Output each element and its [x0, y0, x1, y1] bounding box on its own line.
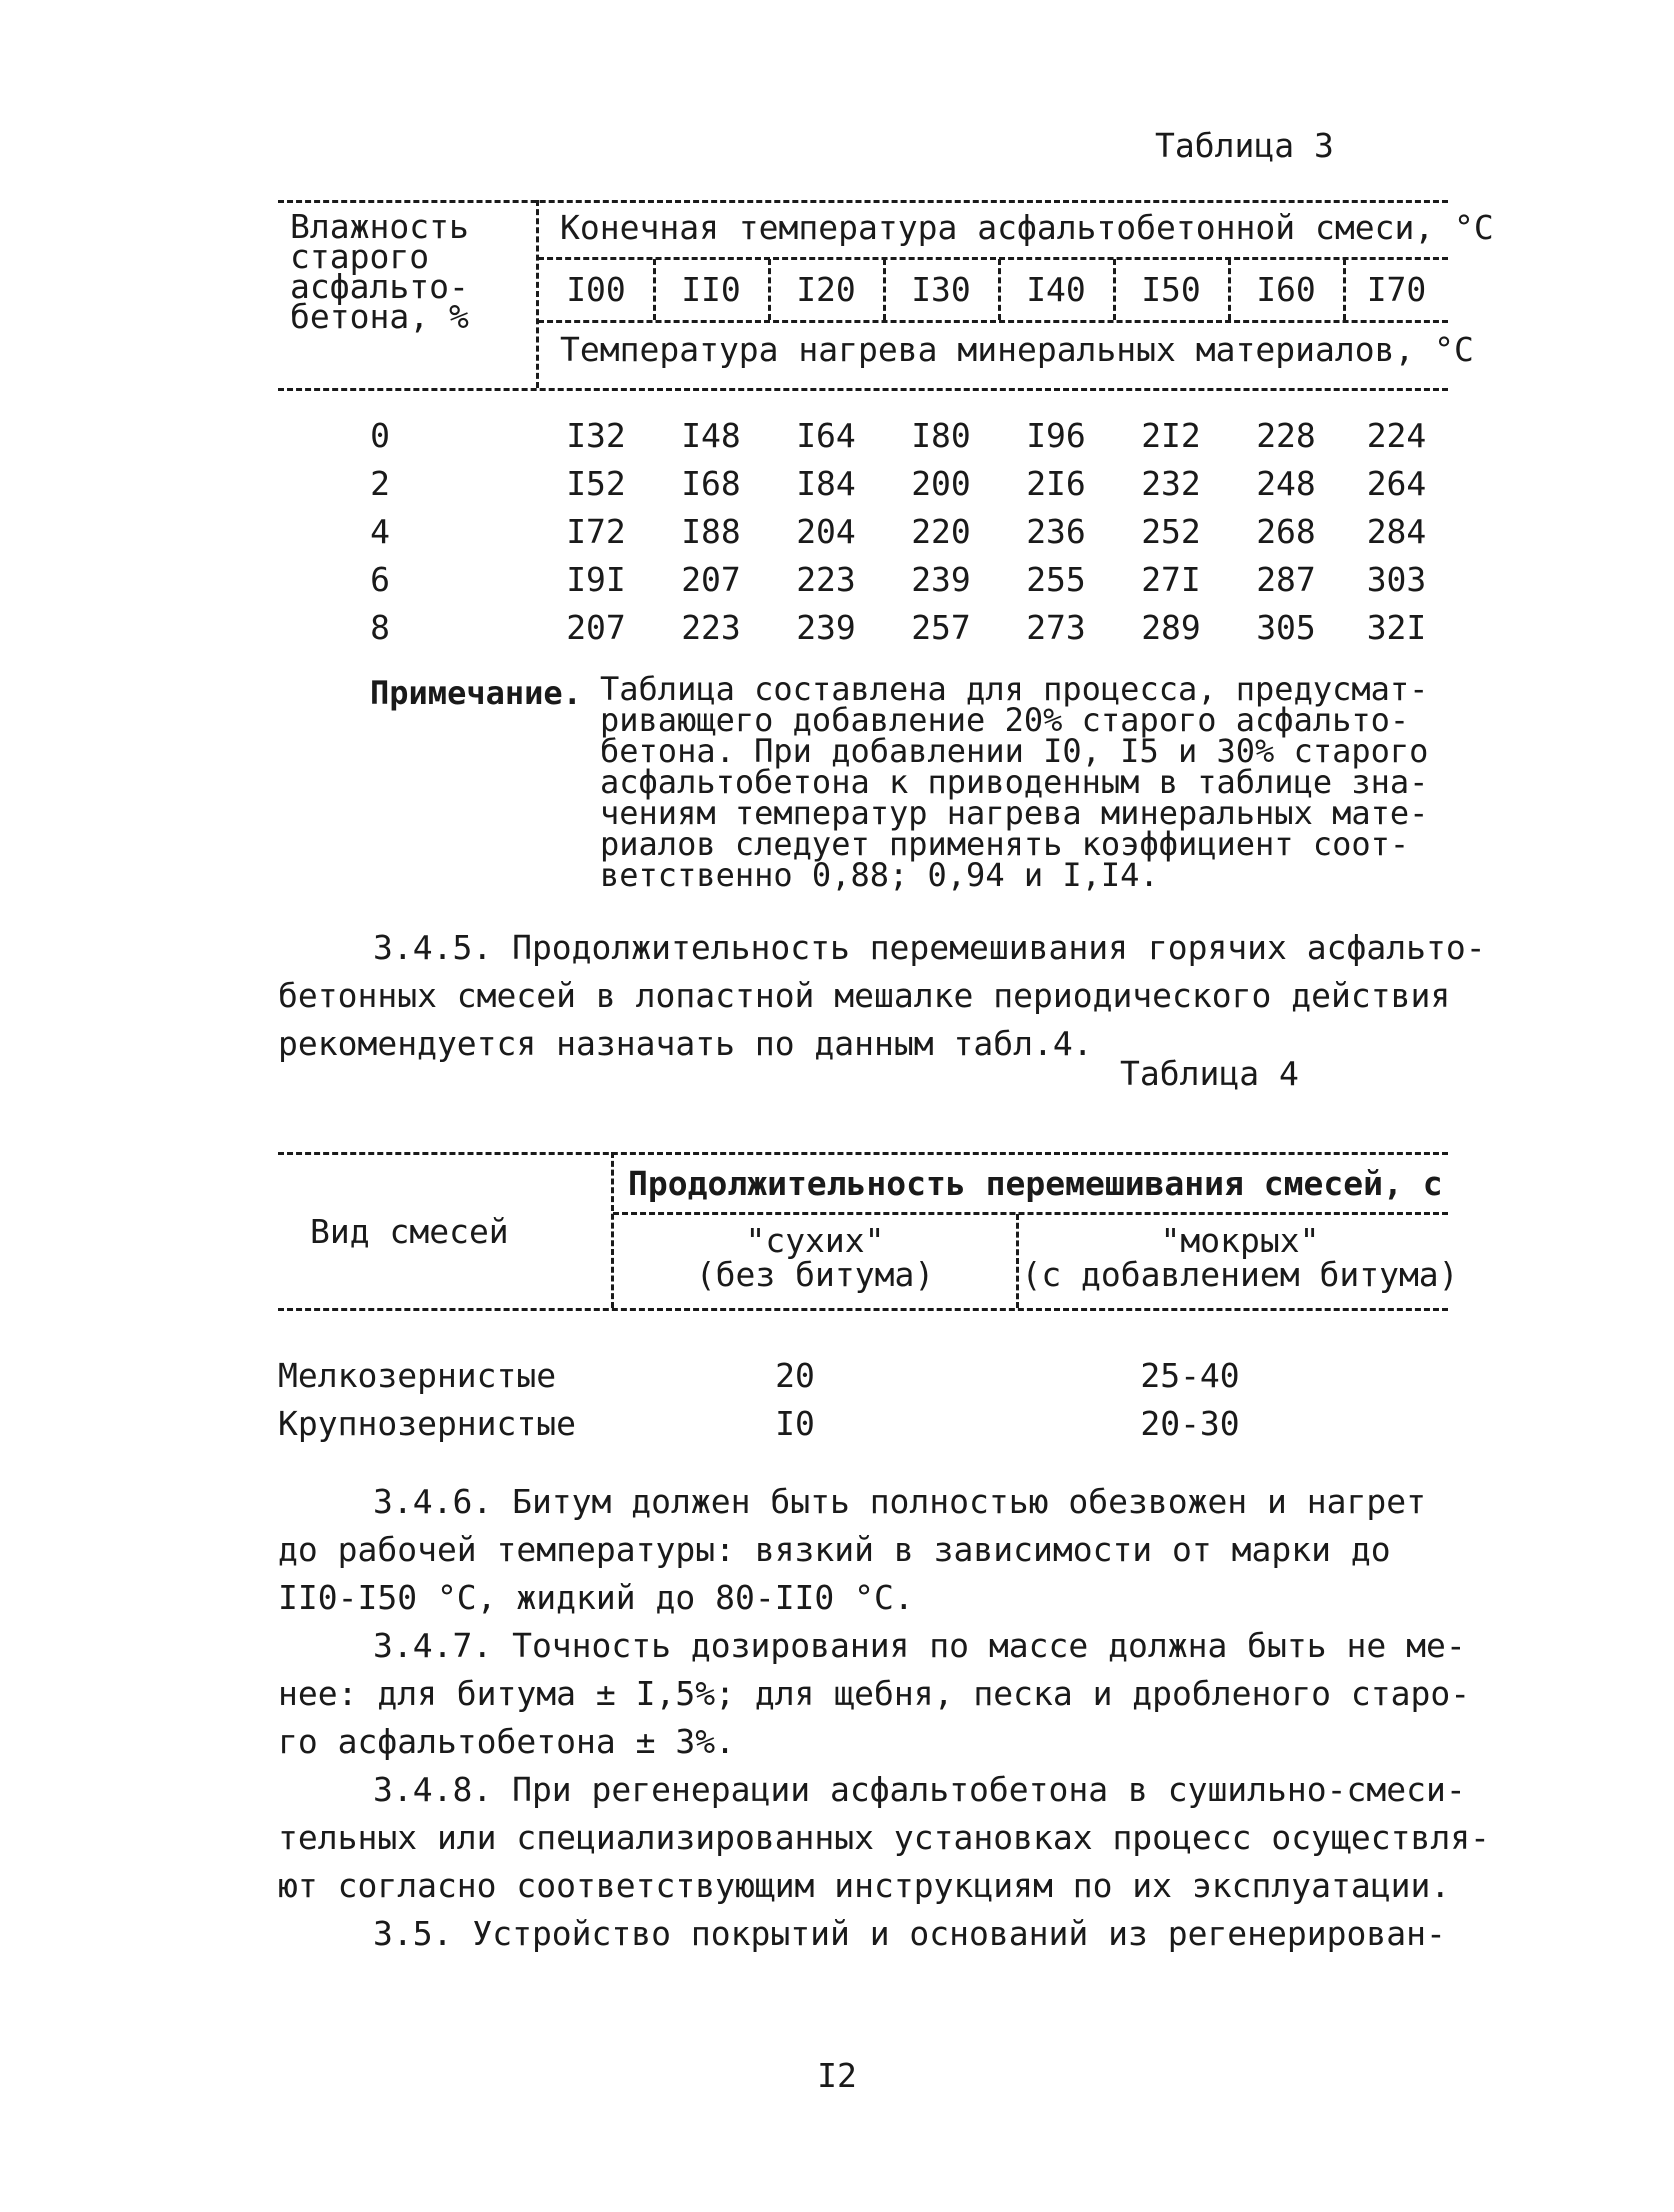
- table3-top-header: Конечная температура асфальтобетонной смеси, °С: [560, 208, 1494, 247]
- table4-header-rule: [613, 1212, 1448, 1215]
- page-number: I2: [817, 2056, 857, 2095]
- table4-header-bottom-rule: [278, 1308, 1448, 1311]
- table3-header-bottom-rule: [278, 388, 1448, 391]
- table3-col-header: I40: [1026, 270, 1086, 309]
- table4-top-header: Продолжительность перемешивания смесей, с: [628, 1164, 1443, 1203]
- table3-note-label: Примечание.: [370, 674, 582, 712]
- table3-col-header: II0: [681, 270, 741, 309]
- paragraph-3-4-6: 3.4.6. Битум должен быть полностью обезвожен и нагрет до рабочей температуры: вязкий в зависимости от марки до II0-I50 °С, жидкий до 80-II0 °С.: [278, 1482, 1426, 1617]
- table3-col-header: I00: [566, 270, 626, 309]
- table4-row-header: Вид смесей: [310, 1212, 509, 1251]
- table3-col-header: I70: [1366, 270, 1427, 309]
- table4-col-divider: [1016, 1214, 1019, 1308]
- paragraph-3-4-8: 3.4.8. При регенерации асфальтобетона в сушильно-смеси- тельных или специализированных установках процесс осуществля- ют согласно соответствующим инструкциям по их эксплуатации.: [278, 1770, 1490, 1905]
- table3-col-header: I20: [796, 270, 856, 309]
- table3-col-header: I50: [1141, 270, 1201, 309]
- table3-col-header: I30: [911, 270, 971, 309]
- table4-stub-divider: [611, 1152, 614, 1308]
- paragraph-3-4-7: 3.4.7. Точность дозирования по массе должна быть не ме- нее: для битума ± I,5%; для щебня, песка и дробленого старо- го асфальтобетона ± 3%.: [278, 1626, 1471, 1761]
- paragraph-3-4-5: 3.4.5. Продолжительность перемешивания горячих асфальто- бетонных смесей в лопастной мешалке периодического действия рекомендуется назначать по данным табл.4.: [278, 928, 1486, 1063]
- table3-note: Таблица составлена для процесса, предусмат- ривающего добавление 20% старого асфальто- бетона. При добавлении I0, I5 и 30% старого асфальтобетона к приводенным в таблице зна- чениям температур нагрева минеральных мате- риалов следует применять коэффициент соот- ветственно 0,88; 0,94 и I,I4.: [600, 670, 1429, 894]
- paragraph-3-5: 3.5. Устройство покрытий и оснований из регенерирован-: [373, 1914, 1446, 1953]
- table3-col-header: I60: [1256, 270, 1316, 309]
- table4-top-rule: [278, 1152, 1448, 1155]
- table3-top-rule: [278, 200, 1448, 203]
- table3-row-header: Влажность старого асфальто- бетона, %: [290, 207, 469, 336]
- table3-header-rule-1: [538, 257, 1448, 260]
- table4-caption: Таблица 4: [1120, 1054, 1299, 1093]
- table3-sub-header: Температура нагрева минеральных материалов, °С: [560, 330, 1474, 369]
- table4-col-dry: "сухих" (без битума): [695, 1221, 935, 1294]
- table3-stub-divider: [536, 200, 539, 388]
- table3-caption: Таблица 3: [1155, 126, 1334, 165]
- table3-header-rule-2: [538, 320, 1448, 323]
- table4-col-wet: "мокрых" (с добавлением битума): [1021, 1221, 1459, 1294]
